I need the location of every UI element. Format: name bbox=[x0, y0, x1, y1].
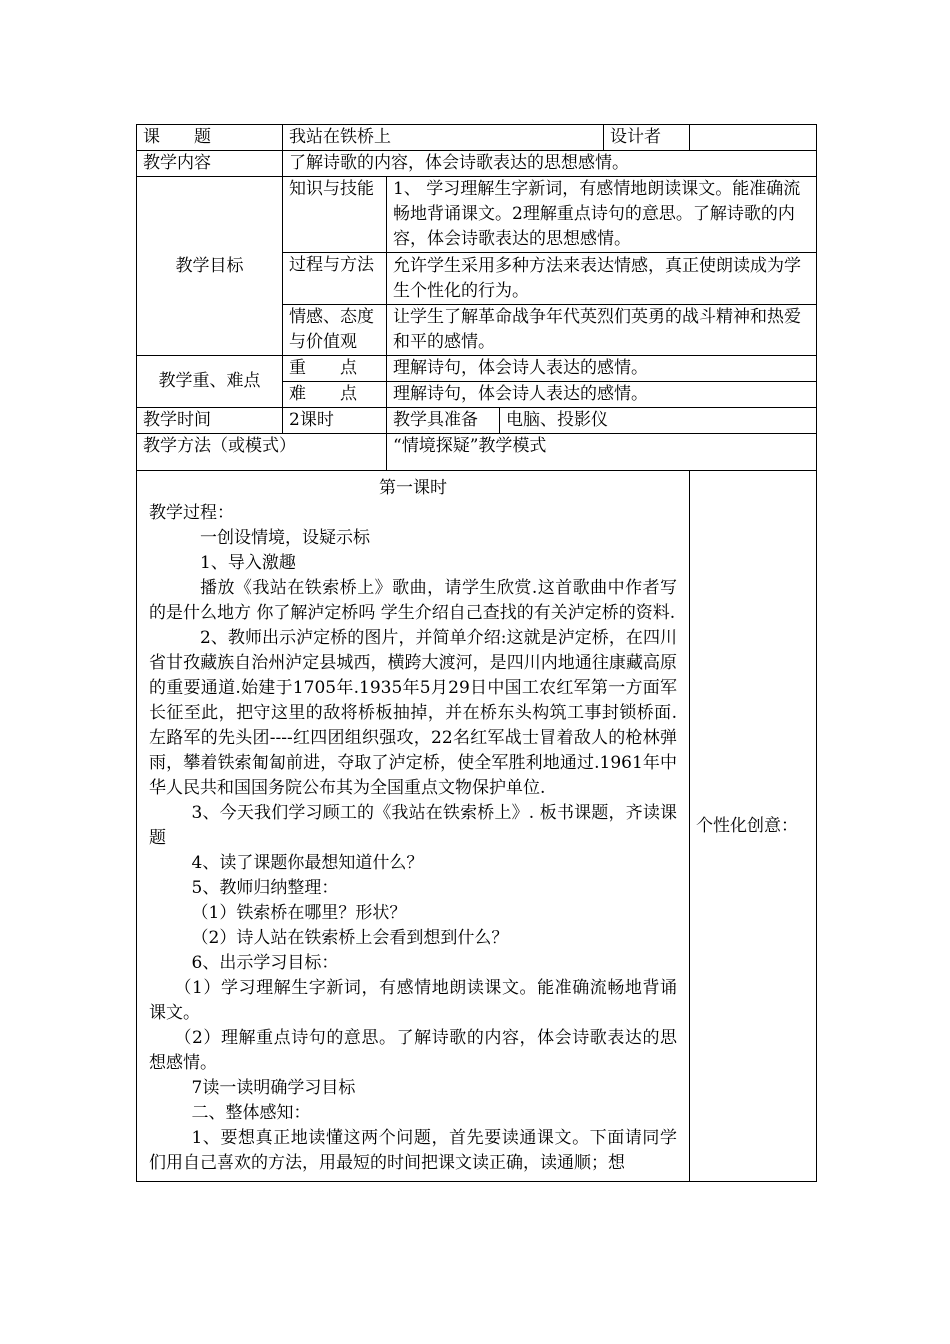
keypoint-label-main: 重 点 bbox=[283, 356, 387, 382]
section-heading-2: 二、整体感知： bbox=[191, 1103, 311, 1123]
content-label: 教学内容 bbox=[137, 151, 283, 177]
paragraph: （2）理解重点诗句的意思。了解诗歌的内容，体会诗歌表达的思想感情。 bbox=[149, 1028, 678, 1073]
section-heading-1: 一创设情境，设疑示标 bbox=[200, 528, 370, 548]
goal-text-emotion: 让学生了解革命战争年代英烈们英勇的战斗精神和热爱和平的感情。 bbox=[387, 305, 817, 356]
step-heading: 1、导入激趣 bbox=[200, 553, 296, 573]
paragraph: 7读一读明确学习目标 bbox=[191, 1078, 356, 1098]
paragraph: 4、读了课题你最想知道什么？ bbox=[191, 853, 424, 873]
personal-creativity-cell bbox=[690, 471, 817, 1182]
goal-text-knowledge: 1、 学习理解生字新词，有感情地朗读课文。能准确流畅地背诵课文。2理解重点诗句的意思。了解诗歌的内容，体会诗歌表达的思想感情。 bbox=[387, 177, 817, 253]
paragraph: 6、出示学习目标： bbox=[191, 953, 339, 973]
designer-label: 设计者 bbox=[604, 125, 690, 151]
lesson-plan-table bbox=[136, 124, 817, 1182]
time-value: 2课时 bbox=[283, 408, 387, 434]
goal-text-process: 允许学生采用多种方法来表达情感，真正使朗读成为学生个性化的行为。 bbox=[387, 253, 817, 305]
content-value: 了解诗歌的内容，体会诗歌表达的思想感情。 bbox=[283, 151, 817, 177]
tools-value: 电脑、投影仪 bbox=[500, 408, 817, 434]
topic-value: 我站在铁桥上 bbox=[283, 125, 604, 151]
personal-creativity-label: 个性化创意： bbox=[696, 815, 799, 836]
paragraph: 2、教师出示泸定桥的图片，并简单介绍:这就是泸定桥，在四川省甘孜藏族自治州泸定县城西，横跨大渡河，是四川内地通往康藏高原的重要通道.始建于1705年.1935年5月29日中国工农红军第一方面军长征至此，把守这里的敌将桥板抽掉，并在桥东头构筑工事封锁桥面.左路军的先头团----红四团组织强攻，22名红军战士冒着敌人的枪林弹雨，攀着铁索匍匐前进，夺取了泸定桥，使全军胜利地通过.1961年中华人民共和国国务院公布其为全国重点文物保护单位. bbox=[149, 628, 678, 798]
goal-label-emotion: 情感、态度与价值观 bbox=[283, 305, 387, 356]
time-label: 教学时间 bbox=[137, 408, 283, 434]
topic-label: 课 题 bbox=[137, 125, 283, 151]
keypoints-label: 教学重、难点 bbox=[137, 356, 283, 408]
lesson-plan-sheet bbox=[136, 124, 816, 1182]
paragraph: 1、要想真正地读懂这两个问题，首先要读通课文。下面请同学们用自己喜欢的方法，用最短的时间把课文读正确，读通顺；想 bbox=[149, 1128, 678, 1173]
keypoint-label-difficult: 难 点 bbox=[283, 382, 387, 408]
paragraph: 5、教师归纳整理： bbox=[191, 878, 339, 898]
goal-label-process: 过程与方法 bbox=[283, 253, 387, 305]
goals-label: 教学目标 bbox=[137, 177, 283, 356]
method-value: “情境探疑”教学模式 bbox=[387, 434, 817, 471]
method-label: 教学方法（或模式） bbox=[137, 434, 387, 471]
goal-label-knowledge: 知识与技能 bbox=[283, 177, 387, 253]
tools-label: 教学具准备 bbox=[387, 408, 500, 434]
designer-value bbox=[690, 125, 817, 151]
process-heading: 教学过程： bbox=[149, 503, 234, 523]
lesson-title: 第一课时 bbox=[379, 478, 447, 498]
keypoint-text-main: 理解诗句，体会诗人表达的感情。 bbox=[387, 356, 817, 382]
paragraph: 3、今天我们学习顾工的《我站在铁索桥上》. 板书课题，齐读课题 bbox=[149, 803, 678, 848]
paragraph: （1）铁索桥在哪里？形状？ bbox=[191, 903, 407, 923]
paragraph: （2）诗人站在铁索桥上会看到想到什么？ bbox=[191, 928, 509, 948]
lesson-process-cell bbox=[137, 471, 690, 1182]
lesson-process bbox=[143, 476, 683, 1176]
paragraph: （1）学习理解生字新词，有感情地朗读课文。能准确流畅地背诵课文。 bbox=[149, 978, 678, 1023]
paragraph: 播放《我站在铁索桥上》歌曲，请学生欣赏.这首歌曲中作者写的是什么地方 你了解泸定桥吗 学生介绍自己查找的有关泸定桥的资料. bbox=[149, 578, 678, 623]
keypoint-text-difficult: 理解诗句，体会诗人表达的感情。 bbox=[387, 382, 817, 408]
